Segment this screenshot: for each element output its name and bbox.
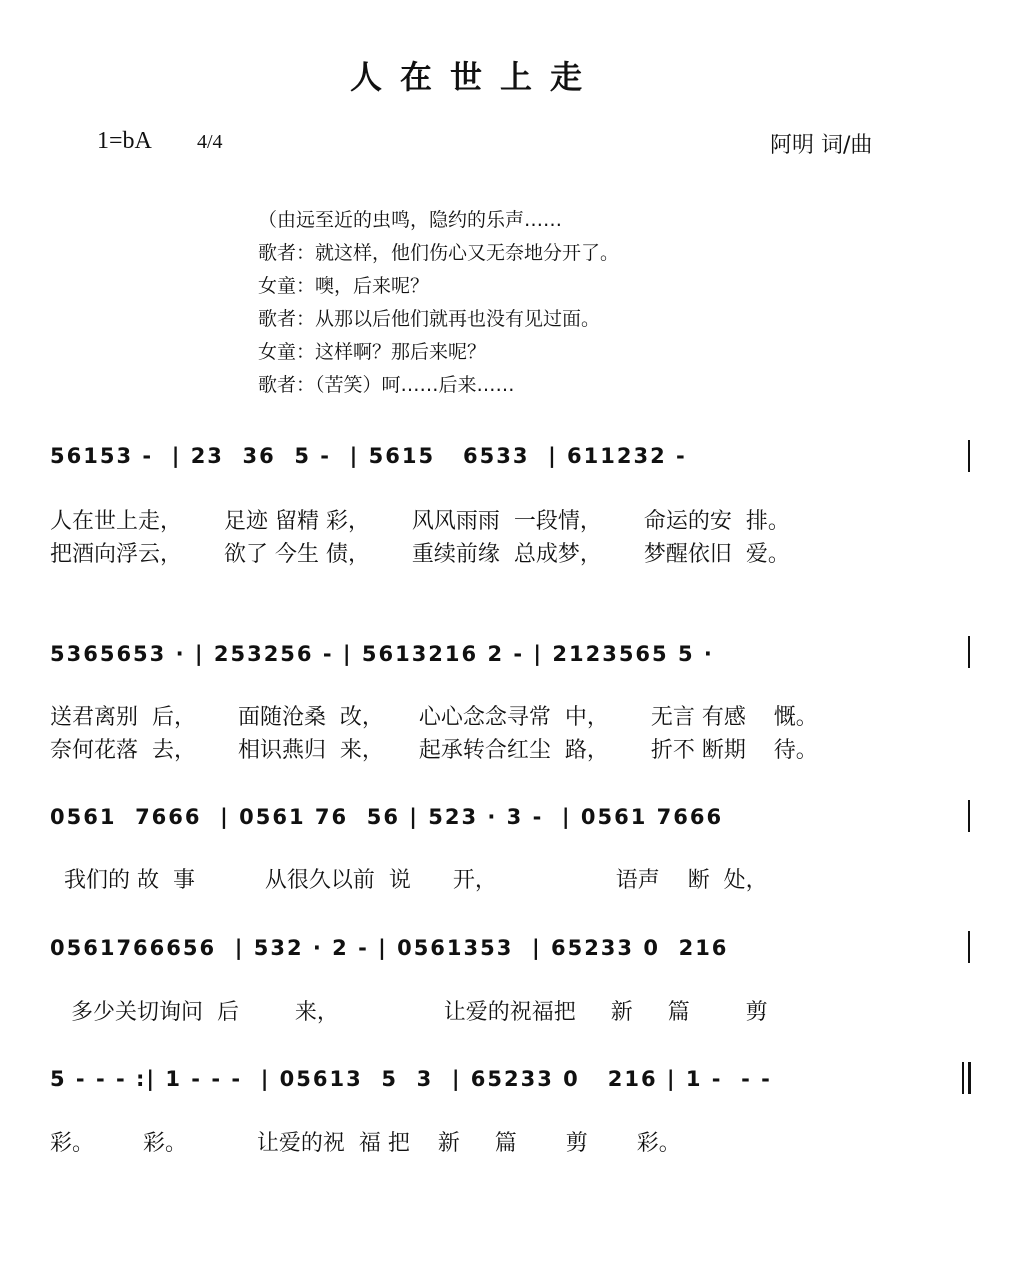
lyric-line: 彩。 彩。 让爱的祝 福 把 新 篇 剪 彩。: [50, 1131, 681, 1156]
intro-line: 歌者：（苦笑）呵……后来……: [258, 374, 515, 396]
barline: [968, 636, 970, 668]
lyric-line: 多少关切询问 后 来， 让爱的祝福把 新 篇 剪: [50, 1000, 768, 1025]
intro-line: （由远至近的虫鸣，隐约的乐声……: [258, 209, 563, 231]
barline: [968, 440, 970, 472]
intro-line: 女童：噢，后来呢？: [258, 275, 430, 297]
final-barline-thin: [962, 1062, 964, 1094]
notation-line: 0561 7666 | 0561 76 56 | 523 · 3 - | 0561 7666: [50, 805, 724, 829]
lyric-line: 我们的 故 事 从很久以前 说 开， 语声 断 处，: [50, 868, 768, 893]
lyric-line: 奈何花落 去， 相识燕归 来， 起承转合红尘 路， 折不 断期 待。: [50, 738, 818, 763]
time-signature: 4/4: [197, 131, 223, 153]
notation-line: 5365653 · | 253256 - | 5613216 2 - | 2123565 5 ·: [50, 642, 714, 666]
barline: [968, 931, 970, 963]
intro-dialogue: [258, 204, 619, 402]
lyric-line: 把酒向浮云， 欲了 今生 债， 重续前缘 总成梦， 梦醒依旧 爱。: [50, 542, 790, 567]
intro-line: 女童：这样啊？那后来呢？: [258, 341, 487, 363]
lyricist-composer-credit: 阿明 词/曲: [770, 133, 873, 158]
song-title: 人在世上走: [349, 58, 600, 96]
lyric-line: 人在世上走， 足迹 留精 彩， 风风雨雨 一段情， 命运的安 排。: [50, 509, 790, 534]
intro-line: 歌者：就这样，他们伤心又无奈地分开了。: [258, 242, 620, 264]
intro-line: 歌者：从那以后他们就再也没有见过面。: [258, 308, 601, 330]
barline: [968, 800, 970, 832]
key-signature: 1=bA: [97, 128, 152, 154]
lyric-line: 送君离别 后， 面随沧桑 改， 心心念念寻常 中， 无言 有感 慨。: [50, 705, 818, 730]
notation-line: 5 - - - :| 1 - - - | 05613 5 3 | 65233 0 216 | 1 - - -: [50, 1067, 772, 1091]
notation-line: 56153 - | 23 36 5 - | 5615 6533 | 611232 -: [50, 444, 687, 468]
final-barline-thick: [968, 1062, 971, 1094]
notation-line: 0561766656 | 532 · 2 - | 0561353 | 65233 0 216: [50, 936, 729, 960]
